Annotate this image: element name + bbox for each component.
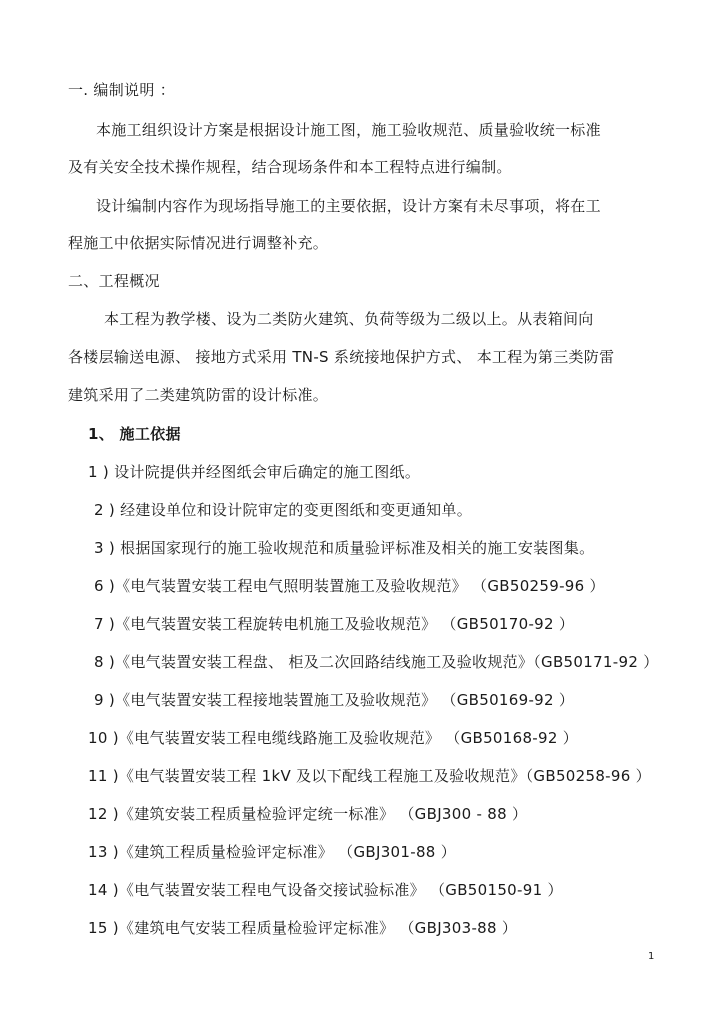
basis-item: 11 )《电气装置安装工程 1kV 及以下配线工程施工及验收规范》（GB50258-96 ） (88, 767, 651, 785)
compilation-paragraph-2-line-1: 设计编制内容作为现场指导施工的主要依据，设计方案有未尽事项，将在工 (96, 197, 601, 215)
basis-item: 13 )《建筑工程质量检验评定标准》 （GBJ301-88 ） (88, 843, 457, 861)
overview-paragraph-line-1: 本工程为教学楼、设为二类防火建筑、负荷等级为二级以上。从表箱间向 (104, 310, 594, 328)
basis-item: 12 )《建筑安装工程质量检验评定统一标准》 （GBJ300 - 88 ） (88, 805, 528, 823)
basis-item: 7 )《电气装置安装工程旋转电机施工及验收规范》 （GB50170-92 ） (94, 615, 575, 633)
basis-item: 2 ) 经建设单位和设计院审定的变更图纸和变更通知单。 (94, 501, 473, 519)
basis-item: 6 )《电气装置安装工程电气照明装置施工及验收规范》 （GB50259-96 ） (94, 577, 605, 595)
basis-item: 14 )《电气装置安装工程电气设备交接试验标准》 （GB50150-91 ） (88, 881, 563, 899)
basis-item: 3 ) 根据国家现行的施工验收规范和质量验评标准及相关的施工安装图集。 (94, 539, 595, 557)
basis-item: 10 )《电气装置安装工程电缆线路施工及验收规范》 （GB50168-92 ） (88, 729, 579, 747)
basis-item: 9 )《电气装置安装工程接地装置施工及验收规范》 （GB50169-92 ） (94, 691, 575, 709)
section-heading-compilation-notes: 一. 编制说明 ： (68, 81, 176, 99)
page-number: 1 (648, 951, 655, 962)
compilation-paragraph-1-line-2: 及有关安全技术操作规程，结合现场条件和本工程特点进行编制。 (68, 158, 512, 176)
section-heading-project-overview: 二、工程概况 (68, 272, 160, 290)
compilation-paragraph-1-line-1: 本施工组织设计方案是根据设计施工图，施工验收规范、质量验收统一标准 (96, 121, 601, 139)
subsection-heading-text: 1、 施工依据 (88, 425, 181, 443)
basis-item: 15 )《建筑电气安装工程质量检验评定标准》 （GBJ303-88 ） (88, 919, 518, 937)
basis-item: 1 ) 设计院提供并经图纸会审后确定的施工图纸。 (88, 463, 421, 481)
overview-paragraph-line-2: 各楼层输送电源、 接地方式采用 TN-S 系统接地保护方式、 本工程为第三类防雷 (68, 348, 615, 366)
basis-item: 8 )《电气装置安装工程盘、 柜及二次回路结线施工及验收规范》（GB50171-92 ） (94, 653, 659, 671)
subsection-heading-construction-basis (88, 424, 181, 444)
overview-paragraph-line-3: 建筑采用了二类建筑防雷的设计标准。 (68, 386, 329, 404)
compilation-paragraph-2-line-2: 程施工中依据实际情况进行调整补充。 (68, 234, 329, 252)
